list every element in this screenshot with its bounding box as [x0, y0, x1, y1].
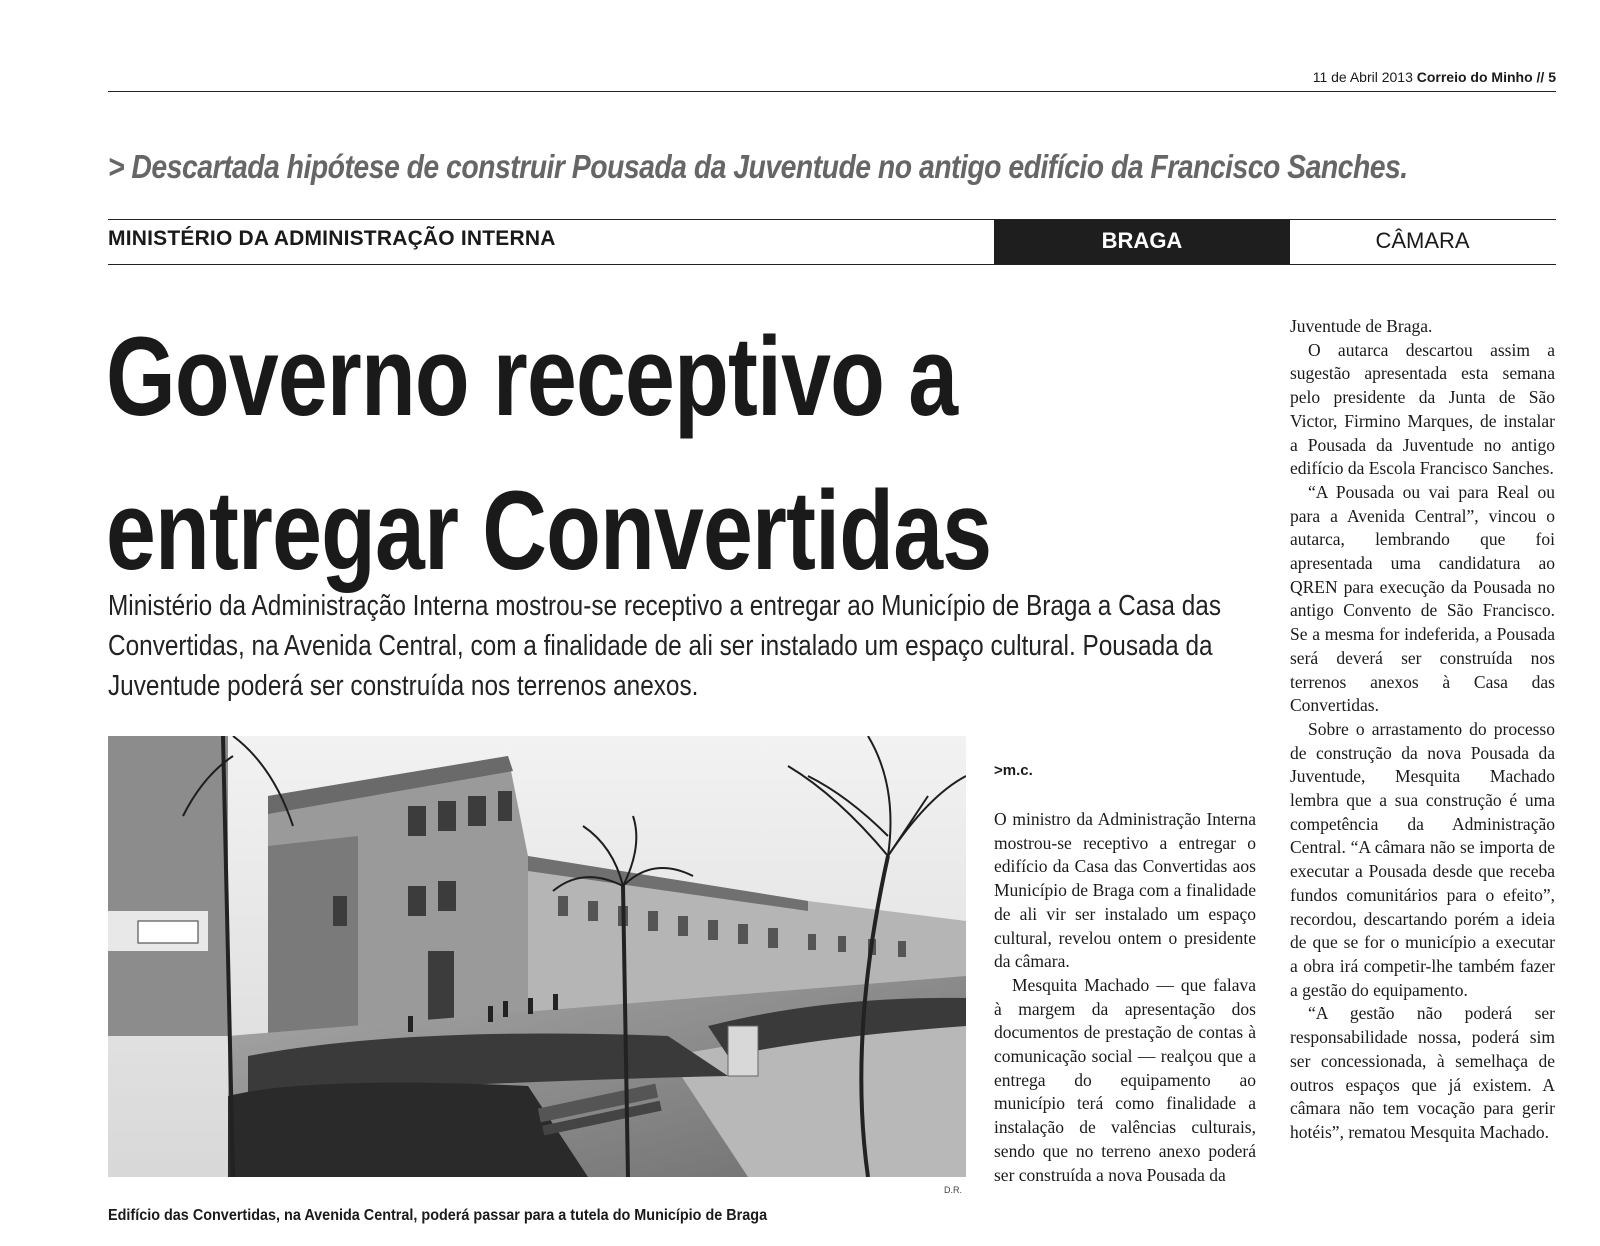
kicker: > Descartada hipótese de construir Pousada da Juventude no antigo edifício da Francisco Sanches.	[108, 148, 1408, 185]
headline	[106, 300, 991, 608]
section-label: MINISTÉRIO DA ADMINISTRAÇÃO INTERNA	[108, 227, 556, 250]
section-rule-bottom	[108, 264, 1556, 265]
headline-line-1: Governo receptivo a	[106, 314, 958, 439]
header-paper: Correio do Minho	[1416, 69, 1533, 85]
photo-caption: Edifício das Convertidas, na Avenida Central, poderá passar para a tutela do Município de Braga	[108, 1207, 768, 1224]
body-paragraph: O ministro da Administração Interna mostrou-se receptivo a entregar o edifício da Casa das Convertidas aos Município de Braga com a finalidade de ali vir ser instalado um espaço cultural, revelou ontem o presidente da câmara.	[994, 809, 1256, 972]
headline-line-2: entregar Convertidas	[106, 468, 992, 593]
header-rule	[108, 91, 1556, 92]
article-photo	[108, 736, 966, 1177]
body-paragraph: Juventude de Braga.	[1290, 316, 1433, 336]
header-date: 11 de Abril 2013	[1312, 69, 1413, 85]
body-paragraph: “A Pousada ou vai para Real ou para a Avenida Central”, vincou o autarca, lembrando que foi apresentada uma candidatura ao QREN para execução da Pousada no antigo Convento de São Francisco. Se a mesma for indeferida, a Pousada será deverá ser construída nos terrenos anexos à Casa das Convertidas.	[1290, 481, 1555, 716]
photo-credit: D.R.	[944, 1185, 962, 1195]
body-paragraph: “A gestão não poderá ser responsabilidade nossa, poderá sim ser concessionada, à semelhaça de outros espaços que já existem. A câmara não tem vocação para gerir hotéis”, rematou Mesquita Machado.	[1290, 1003, 1555, 1142]
body-paragraph: O autarca descartou assim a sugestão apresentada esta semana pelo presidente da Junta de São Victor, Firmino Marques, de instalar a Pousada da Juventude no antigo edifício da Escola Francisco Sanches.	[1290, 339, 1555, 479]
header-page: // 5	[1536, 69, 1556, 85]
body-paragraph: Mesquita Machado — que falava à margem da apresentação dos documentos de prestação de contas à comunicação social — realçou que a entrega do equipamento ao município terá como finalidade a instalação de valências culturais, sendo que no terreno anexo poderá ser construída a nova Pousada da	[994, 974, 1256, 1185]
body-paragraph: Sobre o arrastamento do processo de construção da nova Pousada da Juventude, Mesquita Machado lembra que a sua construção é uma competência da Administração Central. “A câmara não se importa de executar a Pousada desde que receba fundos comunitários para o efeito”, recordou, descartando porém a ideia de que se for o município a executar a obra irá competir-lhe também fazer a gestão do equipamento.	[1290, 718, 1555, 1000]
running-header	[1264, 69, 1556, 85]
byline: >m.c.	[994, 762, 1033, 779]
body-column-1	[994, 808, 1256, 1187]
section-topic: CÂMARA	[1375, 228, 1470, 253]
section-city-badge: BRAGA	[994, 220, 1290, 264]
body-column-2	[1290, 315, 1555, 1145]
lead-paragraph: Ministério da Administração Interna mostrou-se receptivo a entregar ao Município de Braga a Casa das Convertidas, na Avenida Central, com a finalidade de ali ser instalado um espaço cultural. Pousada da Juventude poderá ser construída nos terrenos anexos.	[108, 590, 1222, 702]
